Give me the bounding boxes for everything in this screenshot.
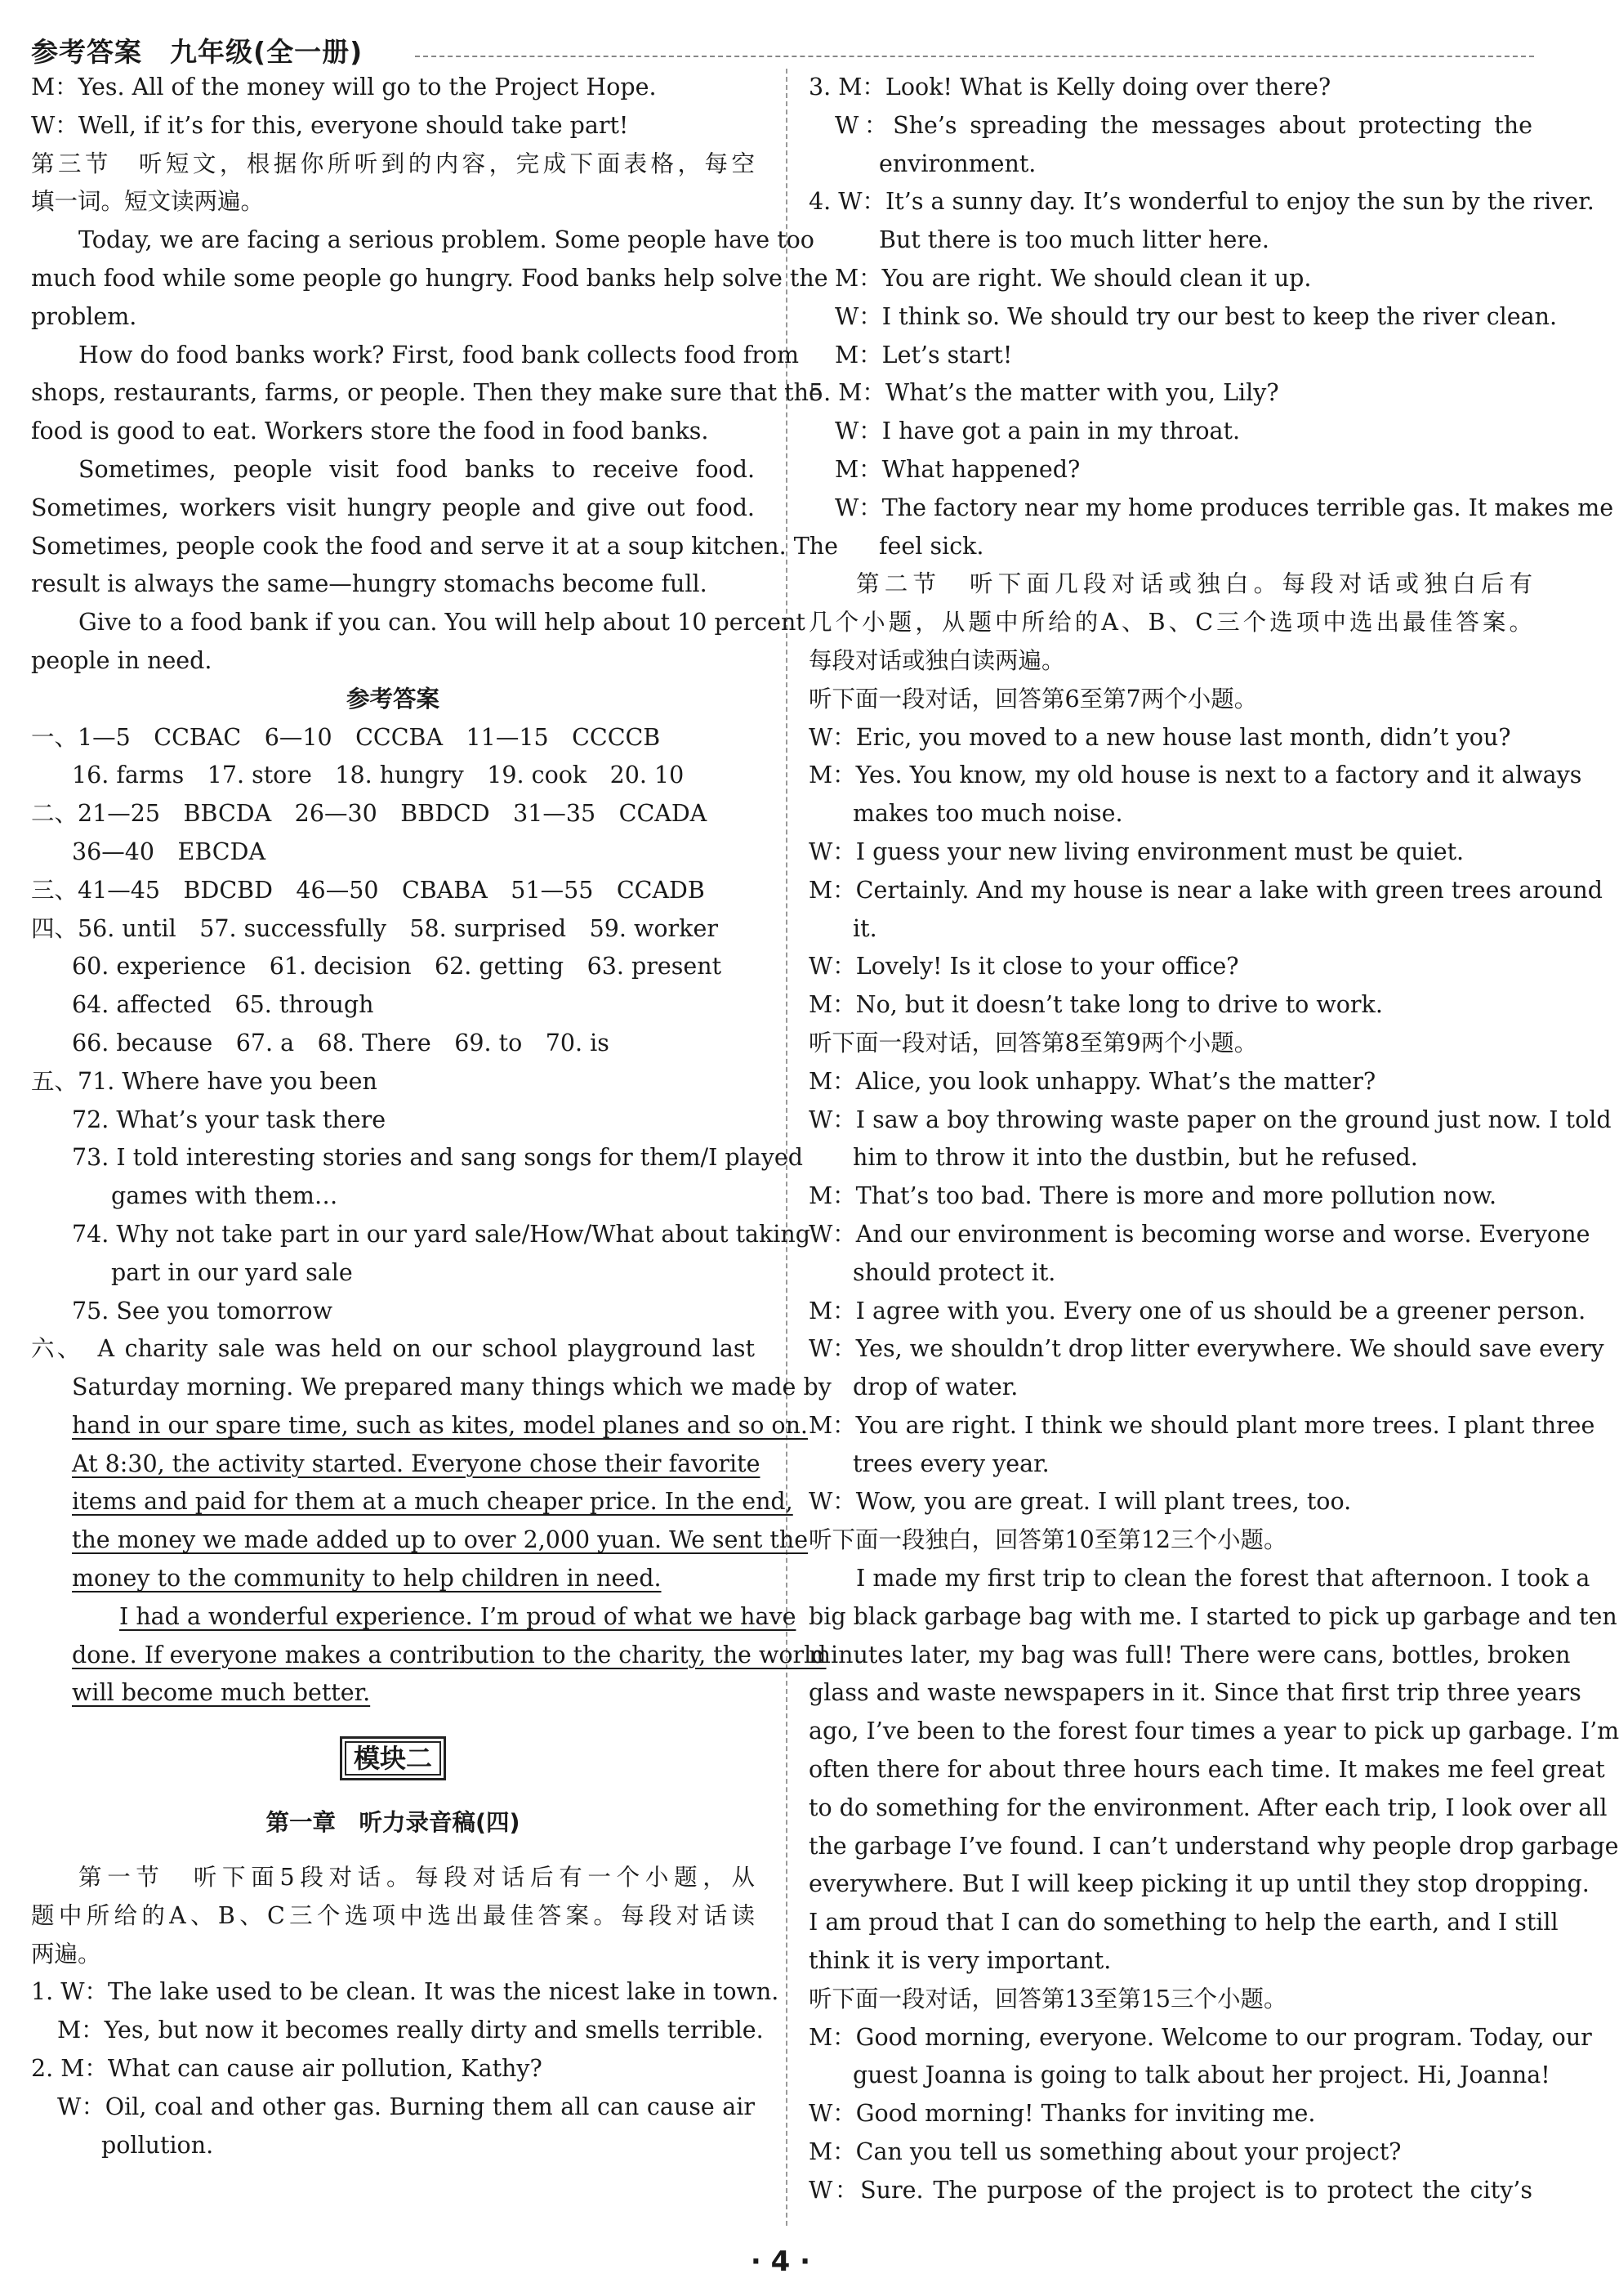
text-line: people in need. (31, 646, 212, 674)
dialogue-line: M：I agree with you. Every one of us should be a greener person. (809, 1297, 1586, 1324)
section-instruction: 题中所给的A、B、C三个选项中选出最佳答案。每段对话读 (31, 1901, 755, 1929)
text-line: shops, restaurants, farms, or people. Then they make sure that the (31, 379, 823, 407)
monologue-line: glass and waste newspapers in it. Since that first trip three years (809, 1679, 1581, 1707)
module-heading-wrap (31, 1729, 755, 1788)
text-line: result is always the same—hungry stomachs become full. (31, 570, 707, 598)
monologue-line: I am proud that I can do something to help the earth, and I still (809, 1909, 1559, 1936)
dialogue-line: M：No, but it doesn’t take long to drive to work. (809, 991, 1383, 1019)
dialogue-line: M：Certainly. And my house is near a lake with green trees around (809, 876, 1603, 904)
text-line: M：Yes. All of the money will go to the Project Hope. (31, 74, 657, 101)
monologue-line: often there for about three hours each time. It makes me feel great (809, 1756, 1605, 1784)
page-number: · 4 · (750, 2245, 811, 2278)
dialogue-line: M：What happened? (835, 455, 1081, 483)
dialogue-line: 1. W：The lake used to be clean. It was the nicest lake in town. (31, 1978, 779, 2006)
dialogue-line: M：That’s too bad. There is more and more pollution now. (809, 1182, 1497, 1210)
dialogue-line: W：Yes, we shouldn’t drop litter everywhere. We should save every (809, 1335, 1604, 1363)
question-prompt: 听下面一段对话，回答第6至第7两个小题。 (809, 685, 1258, 712)
dialogue-line: W：And our environment is becoming worse and worse. Everyone (809, 1220, 1590, 1248)
dialogue-line: W：I saw a boy throwing waste paper on the ground just now. I told (809, 1106, 1612, 1133)
chapter-heading: 第一章 听力录音稿(四) (265, 1809, 520, 1837)
answer-line: 五、71. Where have you been (31, 1067, 377, 1095)
answer-line: games with them… (111, 1182, 338, 1210)
dialogue-line: M：Yes. You know, my old house is next to a factory and it always (809, 762, 1582, 789)
text-line: Give to a food bank if you can. You will help about 10 percent (78, 609, 805, 637)
section-instruction: 填一词。短文读两遍。 (31, 188, 265, 216)
answer-line: part in our yard sale (111, 1258, 353, 1286)
monologue-line: I made my first trip to clean the forest that afternoon. I took a (856, 1565, 1590, 1592)
dialogue-line: makes too much noise. (853, 800, 1123, 828)
question-prompt: 听下面一段对话，回答第13至第15三个小题。 (809, 1985, 1287, 2012)
monologue-line: big black garbage bag with me. I started to pick up garbage and ten (809, 1602, 1617, 1630)
dialogue-line: M：Good morning, everyone. Welcome to our program. Today, our (809, 2023, 1592, 2051)
dialogue-line: him to throw it into the dustbin, but he refused. (853, 1144, 1418, 1172)
answer-line: 73. I told interesting stories and sang songs for them/I played (72, 1144, 803, 1172)
answer-key-heading: 参考答案 (346, 685, 439, 712)
header-divider (415, 56, 1534, 57)
section-instruction: 每段对话或独白读两遍。 (809, 646, 1065, 674)
monologue-line: everywhere. But I will keep picking it up until they stop dropping. (809, 1870, 1590, 1898)
answer-line: 66. because 67. a 68. There 69. to 70. is (72, 1029, 609, 1056)
text-line: How do food banks work? First, food bank collects food from (78, 341, 800, 369)
text-line: Sometimes, people cook the food and serve it at a soup kitchen. The (31, 532, 838, 560)
dialogue-line: But there is too much litter here. (879, 226, 1269, 254)
dialogue-line: W：Sure. The purpose of the project is to protect the city’s (809, 2176, 1532, 2204)
dialogue-line: drop of water. (853, 1374, 1019, 1401)
section-instruction: 第三节 听短文，根据你所听到的内容，完成下面表格，每空 (31, 150, 755, 177)
right-column (809, 69, 1619, 2242)
dialogue-line: environment. (879, 150, 1037, 177)
monologue-line: to do something for the environment. After each trip, I look over all (809, 1793, 1608, 1821)
answer-line: 75. See you tomorrow (72, 1297, 332, 1324)
monologue-line: minutes later, my bag was full! There were cans, bottles, broken (809, 1641, 1571, 1668)
text-line: Sometimes, workers visit hungry people and give out food. (31, 494, 755, 521)
answer-line: 三、41—45 BDCBD 46—50 CBABA 51—55 CCADB (31, 876, 705, 904)
answer-line: 72. What’s your task there (72, 1106, 386, 1133)
essay-line: 六、 A charity sale was held on our school playground last (31, 1335, 755, 1363)
dialogue-line: W：I think so. We should try our best to keep the river clean. (835, 302, 1558, 330)
answer-line: 74. Why not take part in our yard sale/How/What about taking (72, 1220, 811, 1248)
text-line: much food while some people go hungry. Food banks help solve the (31, 264, 828, 292)
dialogue-line: M：Let’s start! (835, 341, 1013, 369)
dialogue-line: M：Can you tell us something about your project? (809, 2138, 1402, 2166)
monologue-line: ago, I’ve been to the forest four times a year to pick up garbage. I’m (809, 1718, 1619, 1745)
header-title: 参考答案 九年级(全一册) (31, 36, 363, 68)
dialogue-line: M：You are right. We should clean it up. (835, 264, 1312, 292)
essay-line: done. If everyone makes a contribution to the charity, the world (72, 1641, 827, 1668)
monologue-line: think it is very important. (809, 1947, 1112, 1975)
section-instruction: 几个小题，从题中所给的A、B、C三个选项中选出最佳答案。 (809, 609, 1532, 637)
dialogue-line: trees every year. (853, 1450, 1050, 1477)
question-prompt: 听下面一段独白，回答第10至第12三个小题。 (809, 1526, 1287, 1554)
dialogue-line: W：Oil, coal and other gas. Burning them all can cause air (57, 2093, 755, 2120)
dialogue-line: 4. W：It’s a sunny day. It’s wonderful to enjoy the sun by the river. (809, 188, 1594, 216)
text-line: W：Well, if it’s for this, everyone should take part! (31, 111, 629, 139)
section-instruction: 第一节 听下面5段对话。每段对话后有一个小题，从 (78, 1864, 755, 1892)
dialogue-line: feel sick. (879, 532, 984, 560)
dialogue-line: it. (853, 914, 877, 942)
section-instruction: 第二节 听下面几段对话或独白。每段对话或独白后有 (856, 570, 1532, 598)
essay-line: will become much better. (72, 1679, 371, 1707)
text-line: problem. (31, 302, 137, 330)
dialogue-line: pollution. (101, 2131, 214, 2159)
section-instruction: 两遍。 (31, 1940, 101, 1968)
essay-line: Saturday morning. We prepared many things which we made by (72, 1374, 832, 1401)
dialogue-line: W：Wow, you are great. I will plant trees, too. (809, 1488, 1352, 1516)
text-line: Today, we are facing a serious problem. Some people have too (78, 226, 814, 254)
answer-line: 64. affected 65. through (72, 991, 374, 1019)
dialogue-line: 5. M：What’s the matter with you, Lily? (809, 379, 1279, 407)
dialogue-line: W：I guess your new living environment must be quiet. (809, 838, 1465, 865)
dialogue-line: should protect it. (853, 1258, 1056, 1286)
dialogue-line: 3. M：Look! What is Kelly doing over there? (809, 74, 1331, 101)
answer-line: 16. farms 17. store 18. hungry 19. cook 20. 10 (72, 762, 685, 789)
essay-line: the money we made added up to over 2,000 yuan. We sent the (72, 1526, 809, 1554)
dialogue-line: W：Lovely! Is it close to your office? (809, 953, 1239, 980)
dialogue-line: 2. M：What can cause air pollution, Kathy? (31, 2055, 542, 2083)
essay-line: I had a wonderful experience. I’m proud of what we have (119, 1602, 796, 1630)
dialogue-line: W：Eric, you moved to a new house last month, didn’t you? (809, 723, 1511, 751)
dialogue-line: W：I have got a pain in my throat. (835, 418, 1241, 445)
essay-line: At 8:30, the activity started. Everyone chose their favorite (72, 1450, 760, 1477)
answer-line: 一、1—5 CCBAC 6—10 CCCBA 11—15 CCCCB (31, 723, 661, 751)
module-heading: 模块二 (340, 1736, 446, 1780)
dialogue-line: M：Alice, you look unhappy. What’s the matter? (809, 1067, 1376, 1095)
essay-line: hand in our spare time, such as kites, model planes and so on. (72, 1411, 808, 1439)
text-line: Sometimes, people visit food banks to receive food. (78, 455, 755, 483)
dialogue-line: M：Yes, but now it becomes really dirty and smells terrible. (57, 2017, 764, 2044)
dialogue-line: W：Good morning! Thanks for inviting me. (809, 2100, 1316, 2128)
dialogue-line: guest Joanna is going to talk about her project. Hi, Joanna! (853, 2061, 1550, 2089)
answer-line: 二、21—25 BBCDA 26—30 BBDCD 31—35 CCADA (31, 800, 707, 828)
page-header (31, 28, 1534, 74)
dialogue-line: W：She’s spreading the messages about protecting the (835, 111, 1532, 139)
monologue-line: the garbage I’ve found. I can’t understand why people drop garbage (809, 1832, 1619, 1860)
essay-line: items and paid for them at a much cheaper price. In the end, (72, 1488, 793, 1516)
answer-line: 四、56. until 57. successfully 58. surprised 59. worker (31, 914, 718, 942)
essay-line: money to the community to help children in need. (72, 1565, 662, 1592)
answer-line: 60. experience 61. decision 62. getting 63. present (72, 953, 722, 980)
left-column (31, 69, 838, 2242)
text-line: food is good to eat. Workers store the food in food banks. (31, 418, 709, 445)
dialogue-line: M：You are right. I think we should plant more trees. I plant three (809, 1411, 1595, 1439)
answer-line: 36—40 EBCDA (72, 838, 266, 865)
dialogue-line: W：The factory near my home produces terrible gas. It makes me (835, 494, 1614, 521)
question-prompt: 听下面一段对话，回答第8至第9两个小题。 (809, 1029, 1258, 1056)
